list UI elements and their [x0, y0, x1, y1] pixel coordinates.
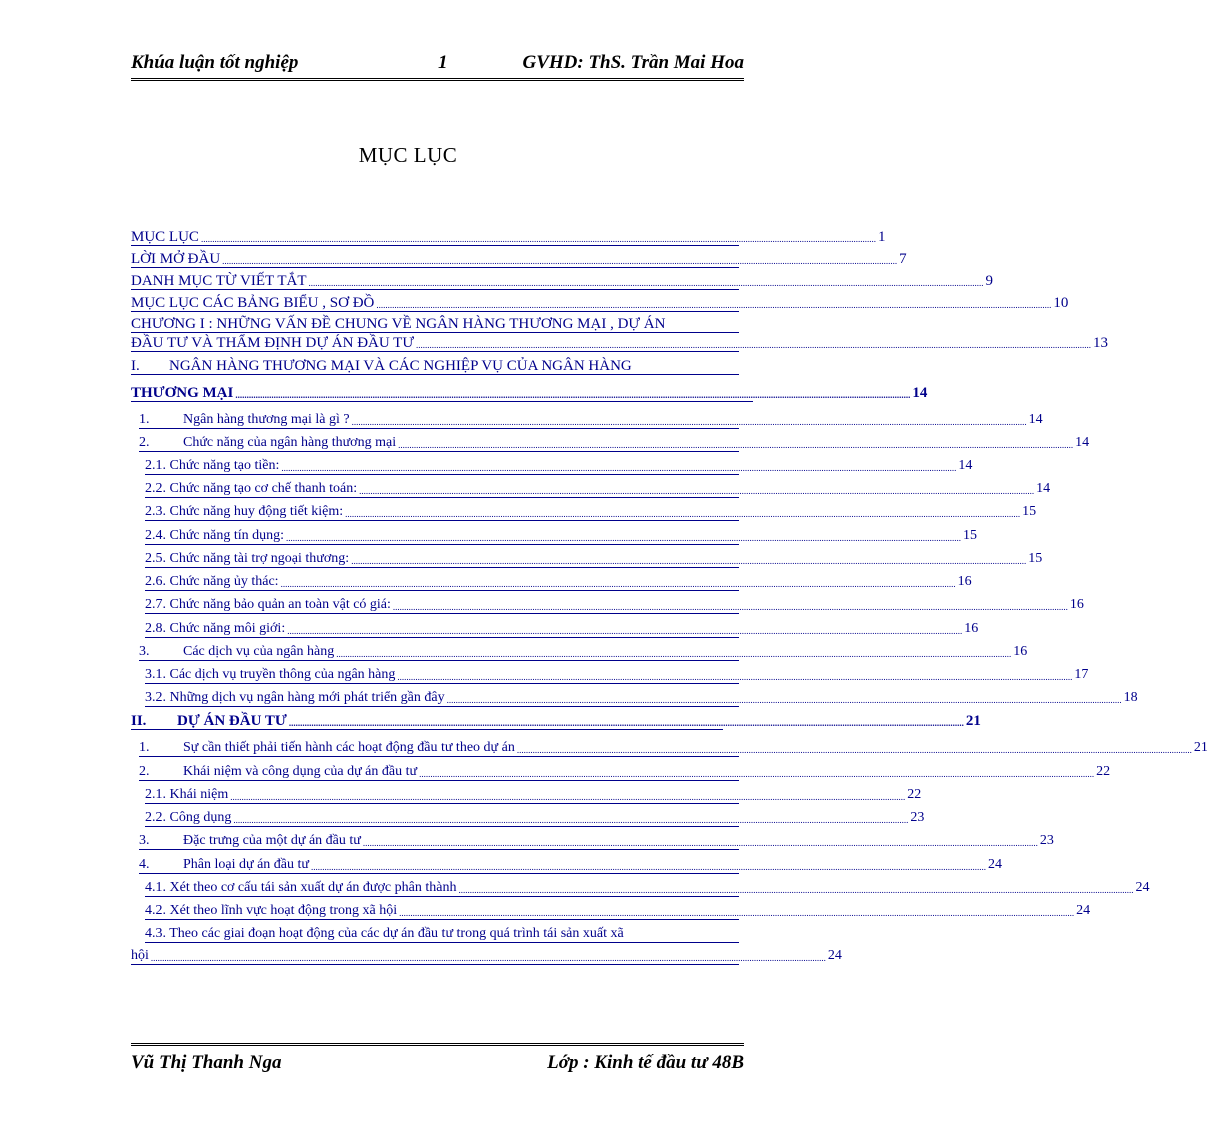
- toc-entry-text: MỤC LỤC CÁC BẢNG BIỂU , SƠ ĐỒ: [131, 295, 375, 311]
- toc-entry-label: [145, 903, 397, 919]
- toc-entry-page: 14: [912, 385, 928, 401]
- toc-entry[interactable]: [145, 504, 1037, 521]
- toc-entry-page: 24: [1135, 880, 1150, 895]
- toc-entry-text: THƯƠNG MẠI: [131, 385, 234, 401]
- toc-entry-label: [139, 412, 350, 428]
- toc-entry-page: 15: [963, 528, 978, 543]
- toc-entry-label: [145, 574, 279, 590]
- toc-leader-dots: ............................................................................................................................................................................................................................................................................................................: [235, 390, 911, 400]
- toc-entry-page: 16: [1069, 597, 1084, 612]
- toc-leader-dots: ............................................................................................................................................................................................................................................................................................................: [230, 792, 906, 802]
- toc-entry-label: [139, 740, 515, 756]
- toc-entry-text: ĐẦU TƯ VÀ THẨM ĐỊNH DỰ ÁN ĐẦU TƯ: [131, 335, 414, 351]
- toc-entry-label: [131, 251, 220, 267]
- toc-entry-page: 16: [964, 621, 979, 636]
- toc-leader-dots: ............................................................................................................................................................................................................................................................................................................: [516, 745, 1192, 755]
- toc-entry-page: 13: [1092, 335, 1108, 351]
- toc-leader-dots: ............................................................................................................................................................................................................................................................................................................: [376, 300, 1052, 310]
- toc-entry-text: Sự cần thiết phải tiến hành các hoạt động đầu tư theo dự án: [183, 740, 515, 755]
- toc-leader-dots: ............................................................................................................................................................................................................................................................................................................: [359, 486, 1035, 496]
- toc-leader-dots: ............................................................................................................................................................................................................................................................................................................: [362, 838, 1038, 848]
- toc-entry-number: 3.: [139, 644, 150, 659]
- toc-entry-page: 21: [965, 713, 981, 729]
- toc-entry-label: [145, 597, 391, 613]
- toc-entry-label: [145, 621, 285, 637]
- toc-entry-label: [145, 880, 456, 896]
- toc-entry-text: Đặc trưng của một dự án đầu tư: [183, 833, 361, 848]
- toc-entry-page: 24: [827, 948, 842, 963]
- toc-entry-label: [145, 528, 284, 544]
- toc-entry[interactable]: [145, 787, 922, 804]
- toc-entry-text: 2.5. Chức năng tài trợ ngoại thương:: [145, 551, 350, 566]
- toc-entry[interactable]: [139, 412, 1043, 429]
- toc-entry[interactable]: [145, 574, 972, 591]
- toc-entry-text: hội: [131, 948, 149, 963]
- toc-entry[interactable]: [131, 229, 886, 246]
- toc-entry-label: [131, 229, 199, 245]
- toc-entry[interactable]: [131, 948, 842, 965]
- toc-leader-dots: ............................................................................................................................................................................................................................................................................................................: [311, 862, 986, 872]
- toc-entry-label: [139, 833, 361, 849]
- toc-entry-page: 23: [910, 810, 925, 825]
- toc-leader-dots: ............................................................................................................................................................................................................................................................................................................: [286, 533, 962, 543]
- toc-entry[interactable]: [131, 385, 928, 402]
- toc-entry[interactable]: [139, 740, 1208, 757]
- toc-entry-page: 23: [1039, 833, 1054, 848]
- toc-entry-number: 3.: [139, 833, 150, 848]
- toc-entry-page: 24: [988, 857, 1002, 872]
- toc-entry-page: 10: [1053, 295, 1069, 311]
- toc-leader-dots: ............................................................................................................................................................................................................................................................................................................: [287, 626, 963, 636]
- toc-entry-label: [131, 358, 632, 374]
- toc-entry-text: DANH MỤC TỪ VIẾT TẮT: [131, 273, 307, 289]
- toc-entry-label: [131, 713, 287, 729]
- toc-entry-page: 7: [899, 251, 907, 267]
- toc-entry-text: LỜI MỞ ĐẦU: [131, 251, 221, 267]
- toc-entry-page: 24: [1076, 903, 1091, 918]
- toc-entry-text: Ngân hàng thương mại là gì ?: [183, 412, 350, 427]
- toc-entry-text: 2.1. Chức năng tạo tiền:: [145, 458, 280, 473]
- toc-leader-dots: ............................................................................................................................................................................................................................................................................................................: [419, 769, 1095, 779]
- toc-entry-page: 15: [1028, 551, 1043, 566]
- page-title: MỤC LỤC: [358, 143, 458, 167]
- toc-entry-page: 9: [985, 273, 994, 289]
- toc-leader-dots: ............................................................................................................................................................................................................................................................................................................: [345, 509, 1021, 519]
- toc-entry-text: 2.3. Chức năng huy động tiết kiệm:: [145, 504, 344, 519]
- toc-entry-page: 14: [1036, 481, 1051, 496]
- toc-leader-dots: ............................................................................................................................................................................................................................................................................................................: [288, 718, 964, 728]
- toc-entry-page: 14: [1075, 435, 1090, 450]
- toc-entry-label: [139, 857, 309, 873]
- toc-leader-dots: ............................................................................................................................................................................................................................................................................................................: [351, 556, 1027, 566]
- toc-entry-number: 2.: [139, 764, 150, 779]
- toc-entry[interactable]: [145, 667, 1089, 684]
- toc-leader-dots: ............................................................................................................................................................................................................................................................................................................: [281, 463, 957, 473]
- toc-entry-number: 1.: [139, 412, 150, 427]
- toc-entry[interactable]: [139, 435, 1090, 452]
- toc-entry-text: MỤC LỤC: [131, 229, 199, 245]
- toc-entry-page: 14: [958, 458, 973, 473]
- toc-entry-label: [131, 335, 414, 351]
- toc-entry-text: 2.2. Công dụng: [145, 810, 232, 825]
- toc-entry-label: [145, 667, 395, 683]
- toc-entry-label: [139, 435, 396, 451]
- toc-entry[interactable]: [145, 551, 1043, 568]
- toc-entry[interactable]: [131, 251, 907, 268]
- toc-entry[interactable]: [131, 358, 739, 375]
- toc-entry-page: 16: [1013, 644, 1028, 659]
- toc-leader-dots: ............................................................................................................................................................................................................................................................................................................: [308, 278, 984, 288]
- toc-entry-page: 21: [1193, 740, 1208, 755]
- toc-entry[interactable]: [145, 926, 739, 943]
- toc-entry[interactable]: [131, 273, 994, 290]
- toc-leader-dots: ............................................................................................................................................................................................................................................................................................................: [415, 340, 1091, 350]
- page-footer: [131, 1043, 744, 1078]
- toc-entry-label: [131, 295, 374, 311]
- toc-entry-label: [131, 948, 149, 964]
- toc-entry[interactable]: [145, 528, 978, 545]
- header-page-number: 1: [438, 52, 448, 73]
- toc-entry[interactable]: [139, 764, 1111, 781]
- toc-entry[interactable]: [145, 621, 979, 638]
- toc-leader-dots: ............................................................................................................................................................................................................................................................................................................: [222, 256, 898, 266]
- toc-leader-dots: ............................................................................................................................................................................................................................................................................................................: [280, 579, 956, 589]
- toc-entry[interactable]: [145, 597, 1084, 614]
- toc-entry-number: 1.: [139, 740, 150, 755]
- toc-entry-label: [131, 273, 307, 289]
- toc-entry-page: 15: [1022, 504, 1037, 519]
- toc-entry-text: 2.4. Chức năng tín dụng:: [145, 528, 285, 543]
- toc-entry-label: [139, 764, 417, 780]
- toc-entry[interactable]: [145, 690, 1138, 707]
- toc-entry-label: [145, 810, 231, 826]
- toc-entry-text: CHƯƠNG I : NHỮNG VẤN ĐỀ CHUNG VỀ NGÂN HÀNG THƯƠNG MẠI , DỰ ÁN: [131, 316, 666, 332]
- toc-entry[interactable]: [139, 833, 1054, 850]
- toc-leader-dots: ............................................................................................................................................................................................................................................................................................................: [233, 815, 909, 825]
- toc-entry-number: II.: [131, 713, 147, 729]
- toc-leader-dots: ............................................................................................................................................................................................................................................................................................................: [200, 234, 876, 244]
- page-header: [131, 50, 744, 81]
- toc-entry-number: I.: [131, 358, 140, 374]
- toc-entry-text: Phân loại dự án đầu tư: [183, 857, 309, 872]
- toc-entry-label: [145, 690, 445, 706]
- toc-entry-label: [131, 316, 665, 332]
- toc-entry-text: Chức năng của ngân hàng thương mại: [183, 435, 397, 450]
- toc-entry[interactable]: [131, 316, 739, 333]
- toc-entry[interactable]: [145, 880, 1150, 897]
- header-thesis-label: Khúa luận tốt nghiệp: [131, 52, 299, 73]
- toc-leader-dots: ............................................................................................................................................................................................................................................................................................................: [392, 602, 1068, 612]
- toc-entry-label: [145, 551, 349, 567]
- toc-entry-text: Khái niệm và công dụng của dự án đầu tư: [183, 764, 418, 779]
- toc-leader-dots: ............................................................................................................................................................................................................................................................................................................: [397, 672, 1073, 682]
- toc-entry-label: [131, 385, 233, 401]
- toc-entry-text: 2.8. Chức năng môi giới:: [145, 621, 286, 636]
- toc-entry-text: DỰ ÁN ĐẦU TƯ: [177, 713, 287, 729]
- toc-entry-text: 4.2. Xét theo lĩnh vực hoạt động trong xã hội: [145, 903, 398, 918]
- toc-entry-text: 2.7. Chức năng bảo quản an toàn vật có giá:: [145, 597, 391, 612]
- toc-entry-text: 4.3. Theo các giai đoạn hoạt động của các dự án đầu tư trong quá trình tái sản xuất xã: [145, 926, 624, 941]
- toc-entry-text: 3.2. Những dịch vụ ngân hàng mới phát triển gần đây: [145, 690, 445, 705]
- toc-entry-text: 3.1. Các dịch vụ truyền thông của ngân hàng: [145, 667, 396, 682]
- toc-entry[interactable]: [139, 857, 1002, 874]
- toc-entry-text: 2.6. Chức năng ủy thác:: [145, 574, 279, 589]
- toc-entry[interactable]: [131, 335, 1108, 352]
- toc-entry[interactable]: [131, 295, 1069, 312]
- toc-entry-label: [139, 644, 334, 660]
- toc-entry[interactable]: [145, 810, 925, 827]
- toc-entry-label: [145, 458, 279, 474]
- toc-entry-label: [145, 787, 228, 803]
- toc-leader-dots: ............................................................................................................................................................................................................................................................................................................: [458, 885, 1134, 895]
- toc-entry-page: 22: [1096, 764, 1111, 779]
- toc-entry[interactable]: [145, 481, 1051, 498]
- toc-entry-page: 17: [1074, 667, 1089, 682]
- toc-entry-label: [145, 926, 624, 942]
- toc-entry-number: 4.: [139, 857, 150, 872]
- toc-entry-text: Các dịch vụ của ngân hàng: [183, 644, 335, 659]
- header-advisor: GVHD: ThS. Trần Mai Hoa: [522, 52, 744, 73]
- toc-leader-dots: ............................................................................................................................................................................................................................................................................................................: [399, 908, 1075, 918]
- toc-entry[interactable]: [145, 458, 973, 475]
- footer-author: Vũ Thị Thanh Nga: [131, 1052, 282, 1073]
- toc-entry[interactable]: [145, 903, 1091, 920]
- toc-leader-dots: ............................................................................................................................................................................................................................................................................................................: [446, 695, 1122, 705]
- toc-entry-page: 14: [1028, 412, 1043, 427]
- toc-leader-dots: ............................................................................................................................................................................................................................................................................................................: [398, 440, 1074, 450]
- toc-entry[interactable]: [139, 644, 1028, 661]
- toc-entry-page: 18: [1123, 690, 1138, 705]
- toc-entry-page: 22: [907, 787, 922, 802]
- toc-leader-dots: ............................................................................................................................................................................................................................................................................................................: [150, 953, 826, 963]
- toc-entry[interactable]: [131, 713, 981, 730]
- toc-leader-dots: ............................................................................................................................................................................................................................................................................................................: [336, 649, 1012, 659]
- toc-leader-dots: ............................................................................................................................................................................................................................................................................................................: [351, 417, 1027, 427]
- toc-entry-number: 2.: [139, 435, 150, 450]
- footer-class: Lớp : Kinh tế đầu tư 48B: [547, 1052, 744, 1073]
- toc-entry-label: [145, 481, 357, 497]
- toc-entry-text: 4.1. Xét theo cơ cấu tái sản xuất dự án được phân thành: [145, 880, 457, 895]
- toc-entry-text: 2.1. Khái niệm: [145, 787, 229, 802]
- toc-entry-text: 2.2. Chức năng tạo cơ chế thanh toán:: [145, 481, 358, 496]
- toc-entry-page: 16: [957, 574, 972, 589]
- toc-entry-page: 1: [877, 229, 886, 245]
- toc-entry-text: NGÂN HÀNG THƯƠNG MẠI VÀ CÁC NGHIỆP VỤ CỦA NGÂN HÀNG: [169, 358, 632, 374]
- toc-entry-label: [145, 504, 343, 520]
